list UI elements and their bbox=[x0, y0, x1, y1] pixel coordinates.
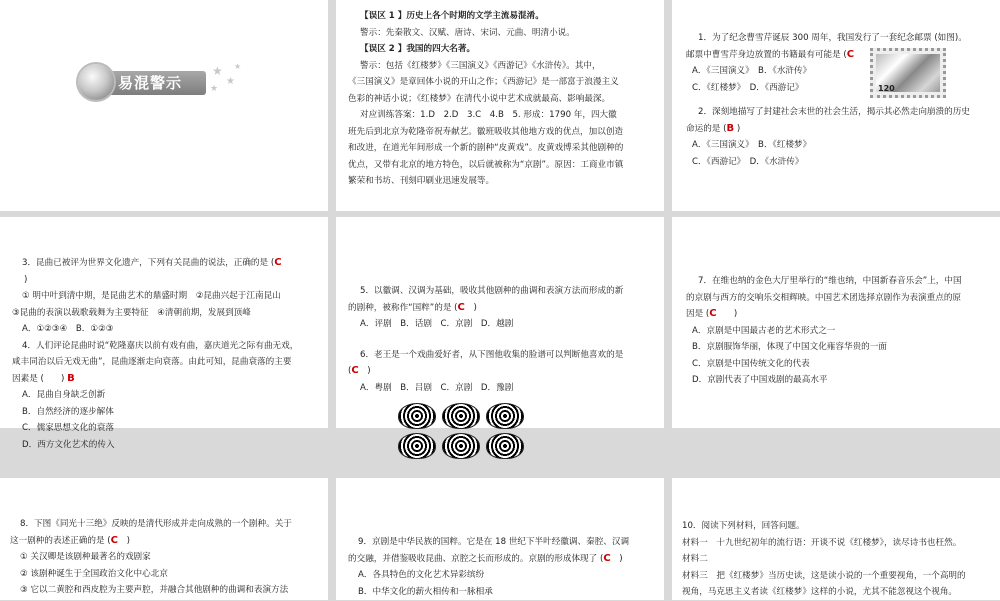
star-icon: ★ bbox=[226, 76, 235, 87]
text-line: 警示：先秦散文、汉赋、唐诗、宋词、元曲、明清小说。 bbox=[360, 27, 575, 38]
option: C．儒家思想文化的衰落 bbox=[22, 423, 114, 433]
option: D．《水浒传》 bbox=[749, 156, 804, 167]
question-9: 9．京剧是中华民族的国粹。它是在 18 世纪下半叶经徽调、秦腔、汉调 bbox=[358, 537, 630, 547]
badge-title: 易混警示 bbox=[118, 74, 183, 92]
question-4: 4．人们评论昆曲时说“乾隆嘉庆以前有戏有曲，嘉庆道光之际有曲无戏， bbox=[22, 340, 299, 351]
answer-3: C bbox=[274, 257, 282, 268]
statement: ③ 它以二黄腔和西皮腔为主要声腔，并融合其他剧种的曲调和表演方法 bbox=[20, 585, 289, 595]
slide-5: 5．以徽调、汉调为基础，吸收其他剧种的曲调和表演方法而形成的新 的剧种，被称作“国粹”的是 (C ) A．评剧 B．话剧 C．京剧 D．越剧 6．老王是一个戏曲爱好者，从下图他收集的脸谱可以判断他喜欢的是 (C ) A．粤剧 B．吕剧 C．京剧 D．豫剧 bbox=[336, 217, 664, 428]
option: A．评剧 B．话剧 C．京剧 D．越剧 bbox=[360, 319, 514, 329]
question-6: 6．老王是一个戏曲爱好者，从下图他收集的脸谱可以判断他喜欢的是 bbox=[360, 349, 624, 360]
question-4-cont: 因素是 ( ) bbox=[12, 373, 65, 384]
star-icon: ★ bbox=[210, 84, 219, 94]
question-3: 3．昆曲已被评为世界文化遗产，下列有关昆曲的说法，正确的是 ( bbox=[22, 258, 275, 268]
question-9-cont: 的交融，并借鉴吸收昆曲、京腔之长而形成的。京剧的形成体现了 ( bbox=[348, 553, 604, 564]
option: B．京剧服饰华丽，体现了中国文化雍容华贵的一面 bbox=[692, 342, 887, 352]
option: C．京剧是中国传统文化的代表 bbox=[692, 358, 810, 369]
material-3: 材料三 把《红楼梦》当历史读，这是读小说的一个重要视角，一个高明的 bbox=[682, 570, 966, 581]
statement: ① 明中叶到清中期，是昆曲艺术的鼎盛时期 ②昆曲兴起于江南昆山 bbox=[22, 291, 281, 301]
slide-3: 1．为了纪念曹雪芹诞辰 300 周年，我国发行了一套纪念邮票 (如图)。 邮票中曹雪芹身边放置的书籍最有可能是 (C A．《三国演义》 B．《水浒传》 C．《红楼梦》 D．《西游记》 2．深刻地描写了封建社会末世的社会生活，揭示其必然走向崩溃的历史 命运的是 (B ) A．《三国演义》 B．《红楼梦》 C．《西游记》 D．《水浒传》 120 bbox=[672, 0, 1000, 211]
mask-icon bbox=[486, 403, 524, 429]
option: D．京剧代表了中国戏剧的最高水平 bbox=[692, 375, 828, 385]
mask-icon bbox=[398, 433, 436, 459]
mask-icon bbox=[486, 433, 524, 459]
text-line: 繁荣和书坊、刊刻印刷业迅速发展等。 bbox=[348, 176, 495, 186]
stamp-value: 120 bbox=[878, 84, 895, 93]
star-icon: ★ bbox=[234, 62, 242, 71]
answer-8: C bbox=[110, 534, 118, 546]
question-5: 5．以徽调、汉调为基础，吸收其他剧种的曲调和表演方法而形成的新 bbox=[360, 286, 624, 296]
option: A．各具特色的文化艺术异彩缤纷 bbox=[358, 570, 485, 580]
slide-2 bbox=[336, 0, 664, 211]
mask-icon bbox=[442, 403, 480, 429]
option: A．《三国演义》 bbox=[692, 66, 750, 76]
slide-8: 9．京剧是中华民族的国粹。它是在 18 世纪下半叶经徽调、秦腔、汉调 的交融，并借鉴吸收昆曲、京腔之长而形成的。京剧的形成体现了 (C ) A．各具特色的文化艺术异彩缤纷 B．中华文化的薪火相传和一脉相承 bbox=[336, 478, 664, 600]
slide-6: 7．在维也纳的金色大厅里举行的“维也纳，中国新春音乐会”上，中国 的京剧与西方的交响乐交相辉映。中国艺术团选择京剧作为表演重点的原 因是 (C ) A．京剧是中国最古老的艺术形式之一 B．京剧服饰华丽，体现了中国文化雍容华贵的一面 C．京剧是中国传统文化的代表 D．京剧代表了中国戏剧的最高水平 bbox=[672, 217, 1000, 428]
mask-icon bbox=[442, 433, 480, 459]
material-1: 材料一 十九世纪初年的流行语：开谈不说《红楼梦》，读尽诗书也枉然。 bbox=[682, 537, 962, 548]
option: B．《水浒传》 bbox=[758, 66, 812, 76]
mask-icon bbox=[398, 403, 436, 429]
text-line: 和改进，在道光年间形成一个新的剧种“皮黄戏”。皮黄戏博采其他剧种的 bbox=[348, 143, 624, 153]
option: C．《西游记》 bbox=[692, 156, 741, 167]
opera-masks-image bbox=[398, 403, 526, 463]
answer-1: C bbox=[846, 48, 855, 60]
question-7-cont: 的京剧与西方的交响乐交相辉映。中国艺术团选择京剧作为表演重点的原 bbox=[686, 292, 962, 303]
option: A．①②③④ B．①②③ bbox=[22, 324, 114, 334]
option: D．西方文化艺术的传入 bbox=[22, 439, 115, 450]
material-2: 材料二 bbox=[682, 554, 708, 564]
badge-ball-icon bbox=[78, 64, 114, 100]
warning-badge bbox=[78, 62, 248, 104]
question-4-cont: 咸丰同治以后无戏无曲”，昆曲逐渐走向衰落。由此可知，昆曲衰落的主要 bbox=[12, 357, 292, 367]
statement: ① 关汉卿是该剧种最著名的戏剧家 bbox=[20, 552, 151, 562]
question-7: 7．在维也纳的金色大厅里举行的“维也纳，中国新春音乐会”上，中国 bbox=[698, 276, 962, 286]
slide-9 bbox=[672, 478, 1000, 600]
option: A．京剧是中国最古老的艺术形式之一 bbox=[692, 325, 836, 336]
statement: ③昆曲的表演以载歌载舞为主要特征 ④清朝前期，发展到顶峰 bbox=[12, 307, 251, 318]
text-line: 对应训练答案：1.D 2.D 3.C 4.B 5. 形成：1790 年，四大徽 bbox=[360, 110, 617, 120]
answer-7: C bbox=[709, 308, 717, 319]
text-line: 警示：包括《红楼梦》《三国演义》《西游记》《水浒传》。其中， bbox=[360, 60, 601, 71]
answer-4: B bbox=[67, 372, 75, 384]
question-5-cont: 的剧种，被称作“国粹”的是 ( bbox=[348, 302, 458, 313]
question-2: 2．深刻地描写了封建社会末世的社会生活，揭示其必然走向崩溃的历史 bbox=[698, 107, 970, 117]
question-7-cont: 因是 ( bbox=[686, 309, 710, 319]
question-1-cont: 邮票中曹雪芹身边放置的书籍最有可能是 ( bbox=[686, 49, 847, 60]
question-2-cont: 命运的是 ( bbox=[686, 123, 727, 134]
star-icon: ★ bbox=[212, 64, 223, 78]
option: A．粤剧 B．吕剧 C．京剧 D．豫剧 bbox=[360, 382, 514, 393]
slide-1 bbox=[0, 0, 328, 211]
answer-6: C bbox=[351, 365, 359, 376]
statement: ② 该剧种诞生于全国政治文化中心北京 bbox=[20, 568, 168, 579]
text-line: 色彩的神话小说；《红楼梦》在清代小说中艺术成就最高、影响最深。 bbox=[348, 93, 611, 104]
option: C．《红楼梦》 bbox=[692, 82, 741, 93]
question-3-close: ) bbox=[24, 274, 28, 285]
question-8-cont: 这一剧种的表述正确的是 ( bbox=[10, 535, 111, 546]
text-line: 《三国演义》是章回体小说的开山之作；《西游记》是一部富于浪漫主义 bbox=[348, 77, 619, 87]
text-line: 班先后到北京为乾隆帝祝寿献艺。徽班吸收其他地方戏的优点，加以创造 bbox=[348, 126, 624, 137]
text-line: 【误区 2 】我国的四大名著。 bbox=[360, 44, 476, 54]
option: B．中华文化的薪火相传和一脉相承 bbox=[358, 586, 493, 597]
answer-5: C bbox=[457, 301, 465, 313]
stamp-image bbox=[870, 48, 946, 98]
text-line: 优点，又带有北京的地方特色，以后就被称为“京剧”。原因：工商业市镇 bbox=[348, 159, 624, 170]
slide-7: 8．下图《同光十三绝》反映的是清代形成并走向成熟的一个剧种。关于 这一剧种的表述正确的是 (C ) ① 关汉卿是该剧种最著名的戏剧家 ② 该剧种诞生于全国政治文化中心北京 ③ 它以二黄腔和西皮腔为主要声腔，并融合其他剧种的曲调和表演方法 bbox=[0, 478, 328, 600]
question-10: 10．阅读下列材料，回答问题。 bbox=[682, 521, 805, 531]
option: B．自然经济的逐步解体 bbox=[22, 406, 114, 417]
answer-2: B bbox=[726, 122, 735, 134]
option: A．《三国演义》 bbox=[692, 140, 750, 150]
answer-9: C bbox=[603, 552, 611, 564]
slide-4 bbox=[0, 217, 328, 450]
text-line: 【误区 1 】历史上各个时期的文学主流易混淆。 bbox=[360, 11, 544, 21]
option: D．《西游记》 bbox=[749, 82, 804, 93]
question-8: 8．下图《同光十三绝》反映的是清代形成并走向成熟的一个剧种。关于 bbox=[20, 519, 292, 529]
option: A．昆曲自身缺乏创新 bbox=[22, 390, 106, 400]
material-3-cont: 视角，马克思主义者读《红楼梦》这样的小说，尤其不能忽视这个视角。 bbox=[682, 587, 958, 597]
question-1: 1．为了纪念曹雪芹诞辰 300 周年，我国发行了一套纪念邮票 (如图)。 bbox=[698, 33, 967, 43]
option: B．《红楼梦》 bbox=[758, 140, 812, 150]
